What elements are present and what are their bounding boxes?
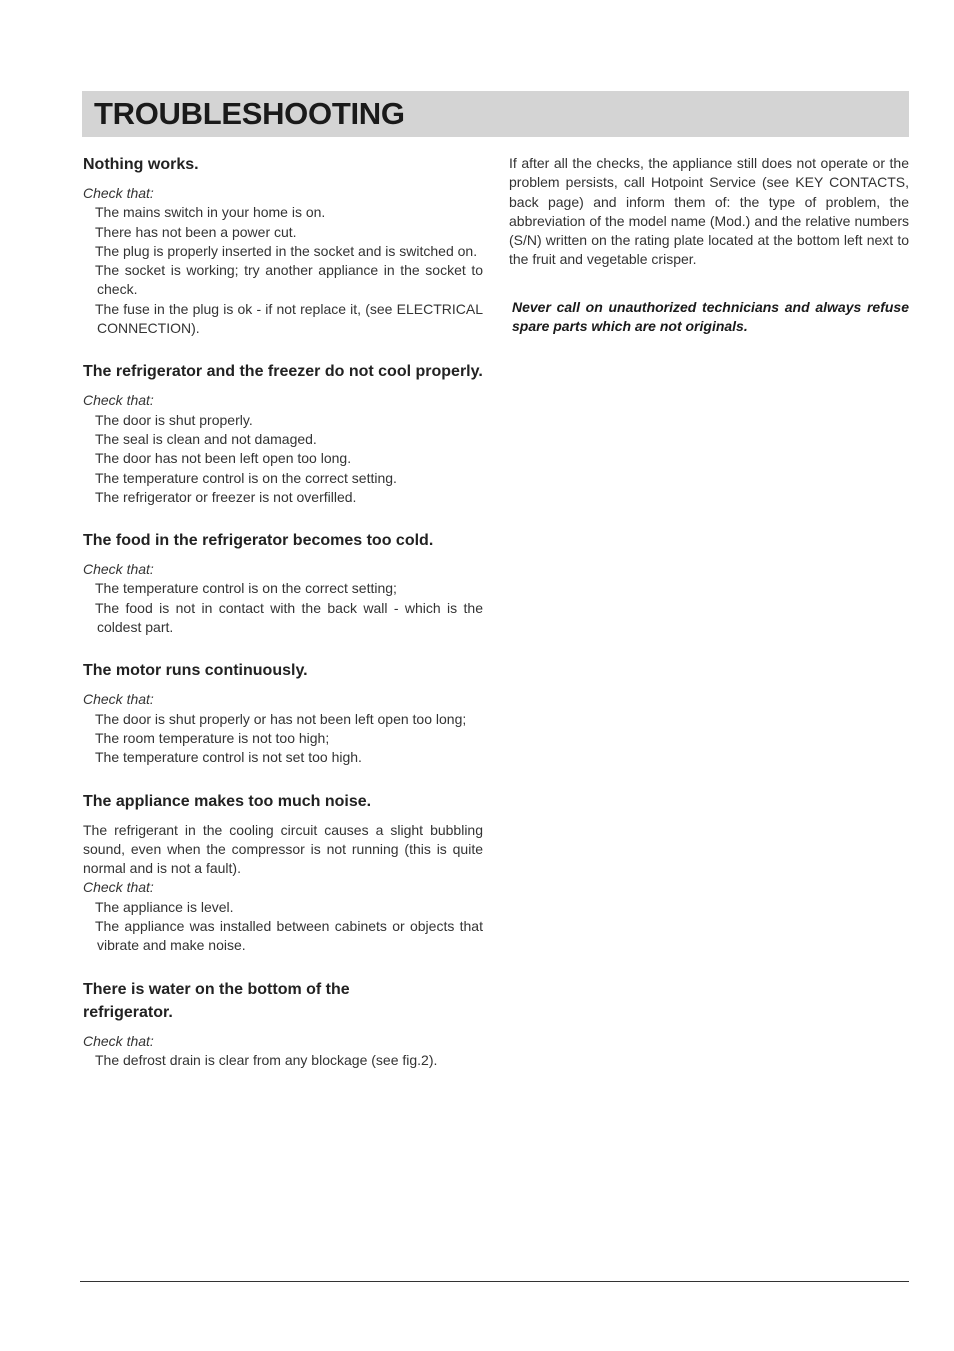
check-label: Check that: bbox=[83, 1032, 154, 1049]
check-label: Check that: bbox=[83, 691, 154, 708]
check-label: Check that: bbox=[83, 392, 154, 409]
list-item: The food is not in contact with the back wall - which is the coldest part. bbox=[95, 599, 483, 636]
check-list bbox=[83, 898, 483, 956]
check-list bbox=[83, 411, 483, 507]
list-item: The door is shut properly. bbox=[95, 411, 253, 428]
list-item: The refrigerator or freezer is not overfilled. bbox=[95, 488, 357, 505]
check-list bbox=[83, 579, 483, 637]
check-list bbox=[83, 710, 483, 768]
warning-notice: Never call on unauthorized technicians and always refuse spare parts which are not originals. bbox=[512, 298, 909, 335]
check-list bbox=[83, 203, 483, 338]
section-noise bbox=[83, 790, 483, 956]
right-column bbox=[509, 154, 909, 336]
service-info: If after all the checks, the appliance still does not operate or the problem persists, call Hotpoint Service (see KEY CONTACTS, back page) and inform them of: the type of problem, the abbreviation of the model name (Mod.) and the relative numbers (S/N) written on the rating plate located at the bottom left next to the fruit and vegetable crisper. bbox=[509, 155, 909, 268]
section-too-cold bbox=[83, 529, 483, 637]
section-heading: Nothing works. bbox=[83, 156, 199, 173]
list-item: The socket is working; try another appliance in the socket to check. bbox=[95, 262, 483, 298]
list-item: The defrost drain is clear from any blockage (see fig.2). bbox=[95, 1051, 438, 1068]
list-item: The mains switch in your home is on. bbox=[95, 204, 326, 221]
list-item: The appliance is level. bbox=[95, 898, 234, 915]
list-item: The room temperature is not too high; bbox=[95, 729, 330, 746]
check-list bbox=[83, 1051, 483, 1070]
footer-divider bbox=[80, 1281, 909, 1282]
section-water bbox=[83, 978, 483, 1071]
list-item: The plug is properly inserted in the socket and is switched on. bbox=[95, 242, 478, 259]
check-label: Check that: bbox=[83, 185, 154, 201]
section-heading: There is water on the bottom of the refrigerator. bbox=[83, 980, 350, 1021]
list-item: There has not been a power cut. bbox=[95, 223, 297, 240]
page-title: TROUBLESHOOTING bbox=[94, 96, 405, 131]
list-item: The door is shut properly or has not been left open too long; bbox=[95, 710, 467, 727]
section-motor-runs bbox=[83, 659, 483, 767]
list-item: The door has not been left open too long. bbox=[95, 450, 352, 467]
list-item: The seal is clean and not damaged. bbox=[95, 430, 317, 447]
check-label: Check that: bbox=[83, 561, 154, 578]
check-label: Check that: bbox=[83, 879, 154, 896]
title-bar bbox=[82, 91, 909, 137]
section-heading: The appliance makes too much noise. bbox=[83, 792, 372, 810]
section-heading: The food in the refrigerator becomes too cold. bbox=[83, 532, 434, 550]
section-nothing-works bbox=[83, 153, 483, 338]
section-not-cooling bbox=[83, 360, 483, 507]
list-item: The appliance was installed between cabinets or objects that vibrate and make noise. bbox=[95, 918, 483, 954]
section-heading: The motor runs continuously. bbox=[83, 662, 308, 680]
list-item: The temperature control is on the correct setting. bbox=[95, 469, 397, 486]
list-item: The temperature control is not set too high. bbox=[95, 749, 362, 766]
list-item: The temperature control is on the correct setting; bbox=[95, 580, 397, 597]
list-item: The fuse in the plug is ok - if not replace it, (see ELECTRICAL CONNECTION). bbox=[95, 300, 483, 337]
section-heading: The refrigerator and the freezer do not cool properly. bbox=[83, 363, 483, 381]
left-column bbox=[83, 153, 483, 1092]
section-intro: The refrigerant in the cooling circuit causes a slight bubbling sound, even when the compressor is not running (this is quite normal and is not a fault). bbox=[83, 821, 483, 877]
